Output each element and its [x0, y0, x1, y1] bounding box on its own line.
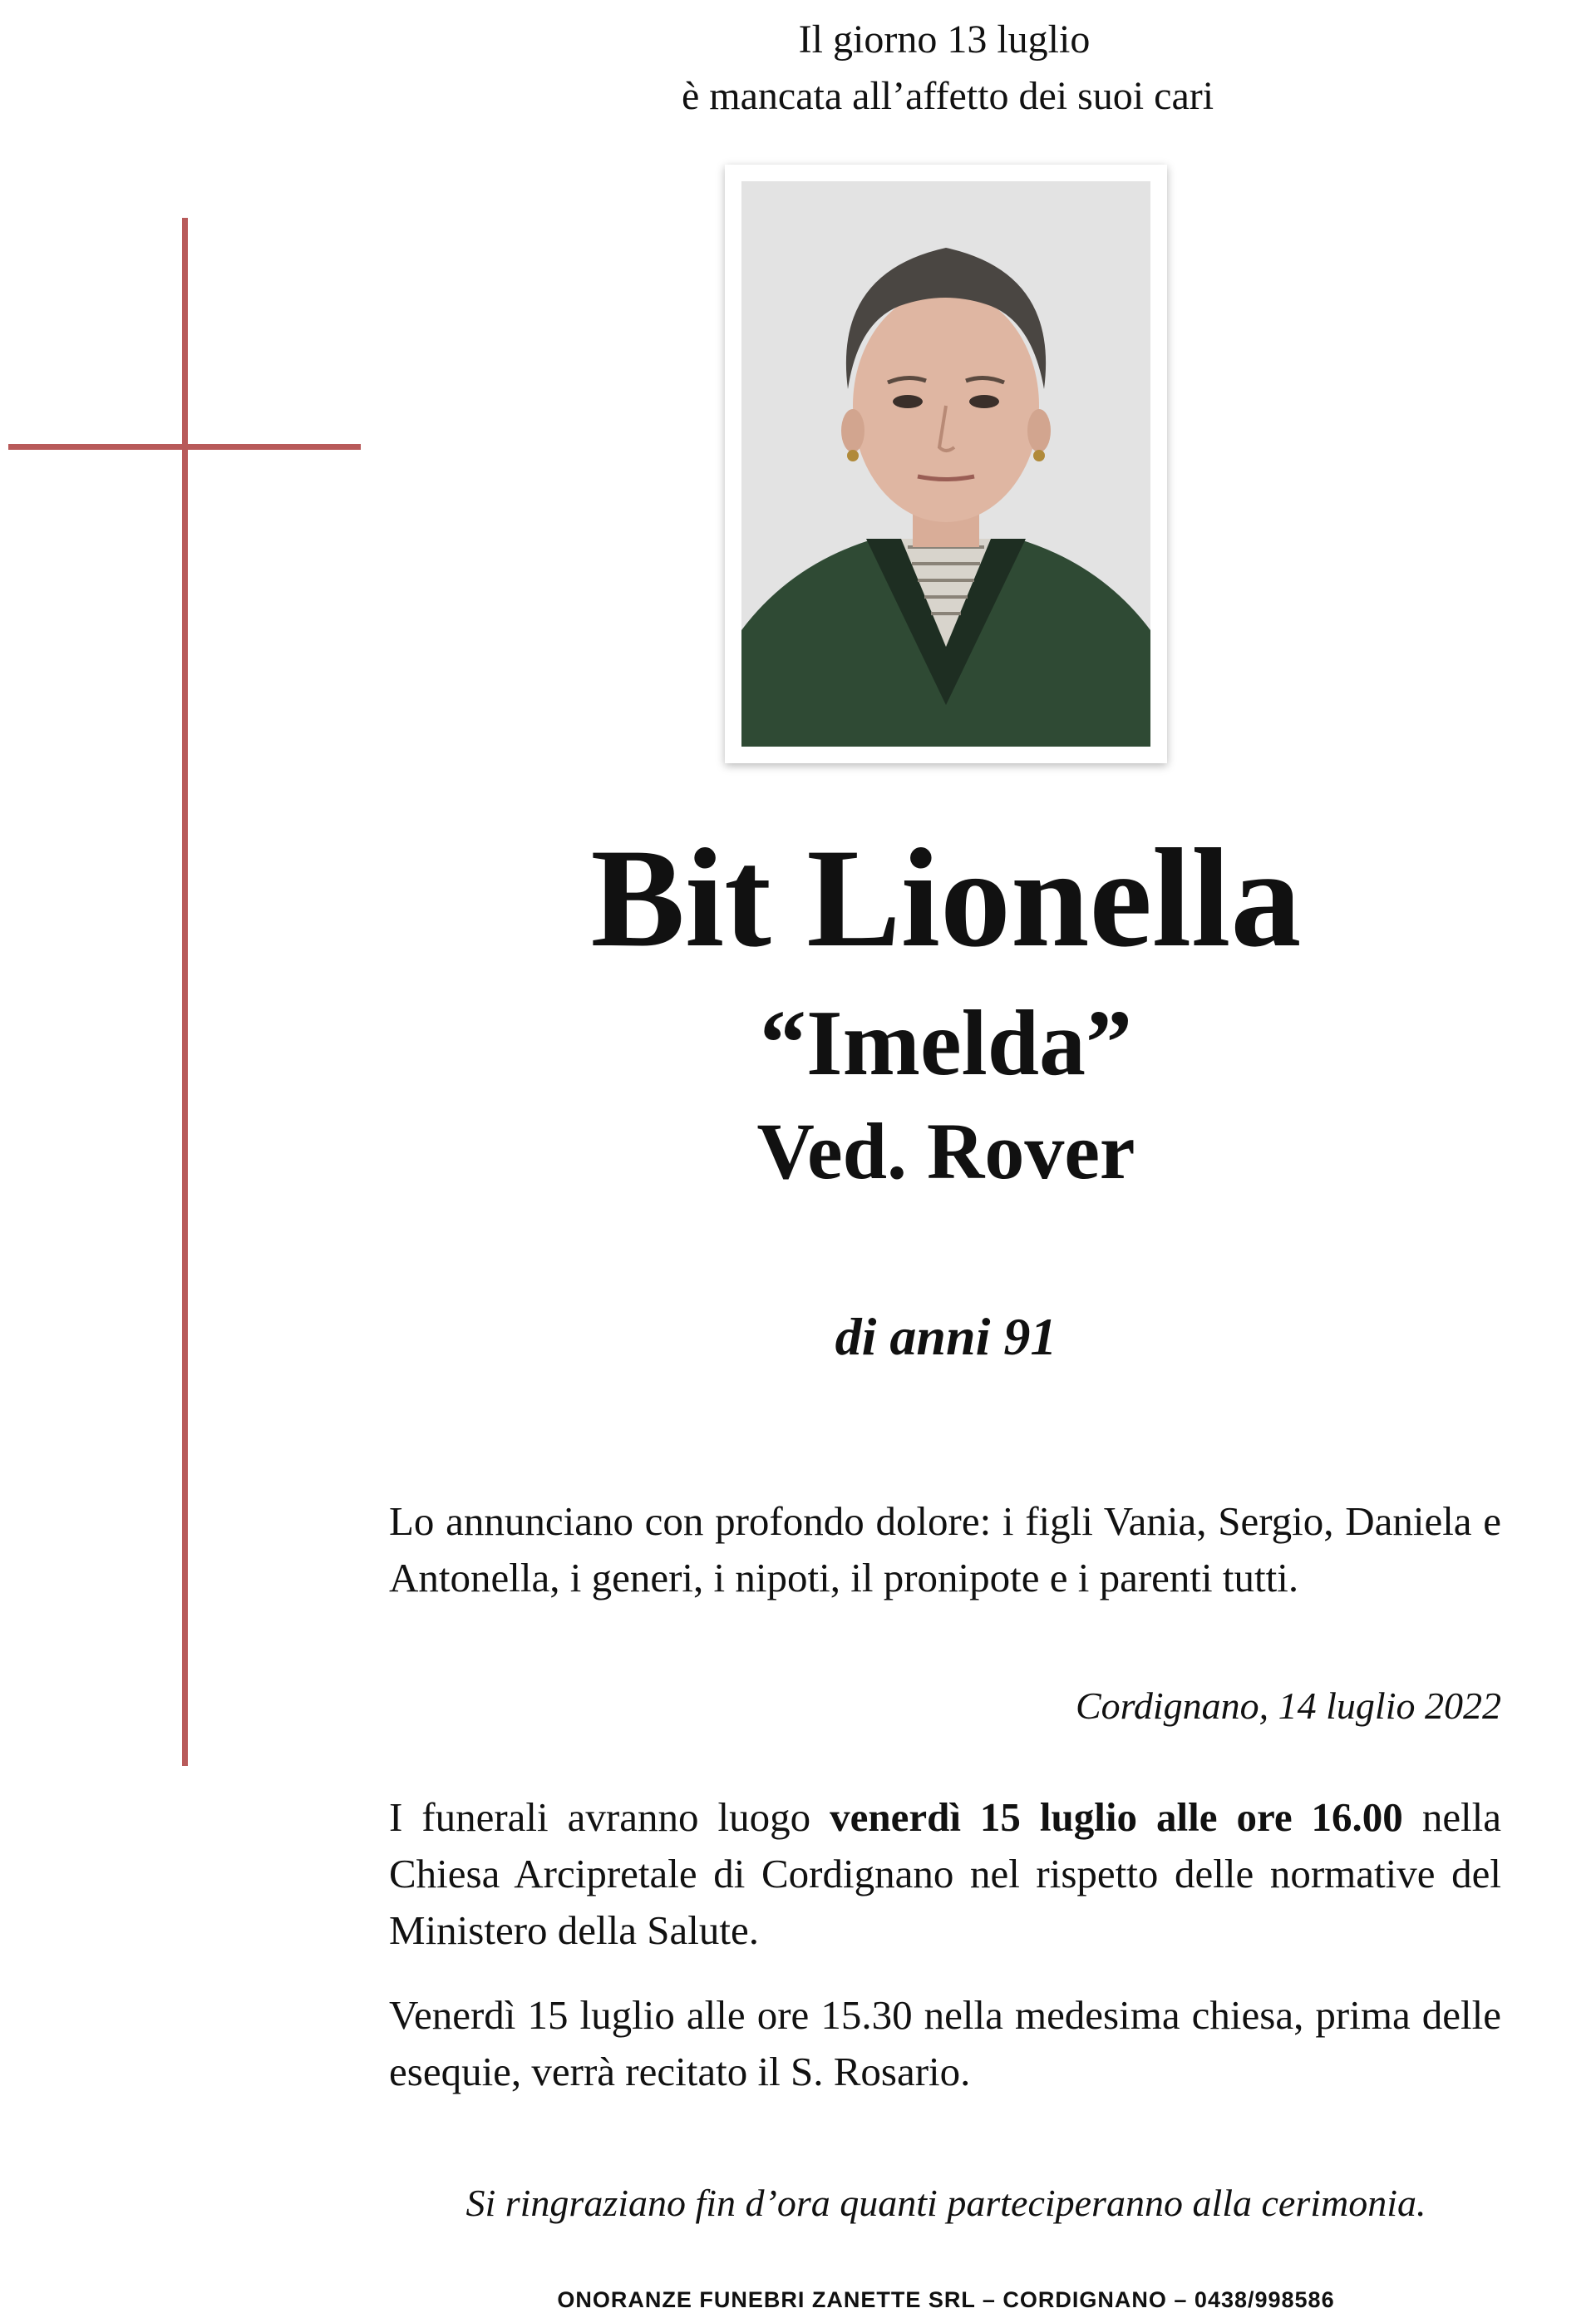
funeral-location: nella Chiesa Arcipretale di Cordignano nel rispetto delle normative del Ministero della Salute. [389, 1794, 1502, 1953]
portrait-photo [741, 181, 1150, 747]
funeral-intro: I funerali avranno luogo [389, 1794, 811, 1840]
intro-line-passing: è mancata all’affetto dei suoi cari [681, 74, 1214, 118]
portrait-frame [725, 165, 1167, 763]
funeral-paragraph [389, 1789, 1501, 1959]
place-date: Cordignano, 14 luglio 2022 [1076, 1684, 1501, 1727]
cross-horizontal-bar [8, 444, 361, 450]
deceased-name: Bit Lionella [590, 820, 1302, 976]
portrait-illustration [741, 181, 1150, 747]
announcement-text: Lo annunciano con profondo dolore: i figli Vania, Sergio, Daniela e Antonella, i generi, i nipoti, il pronipote e i parenti tutti. [389, 1498, 1501, 1600]
funeral-datetime: venerdì 15 luglio alle ore 16.00 [830, 1794, 1403, 1840]
thanks-line: Si ringraziano fin d’ora quanti parteciperanno alla cerimonia. [466, 2182, 1426, 2224]
rosary-paragraph: Venerdì 15 luglio alle ore 15.30 nella medesima chiesa, prima delle esequie, verrà recitato il S. Rosario. [389, 1992, 1501, 2094]
deceased-nickname: “Imelda” [760, 992, 1132, 1095]
deceased-age: di anni 91 [835, 1307, 1057, 1366]
deceased-widow-status: Ved. Rover [756, 1107, 1135, 1196]
intro-line-date: Il giorno 13 luglio [798, 17, 1091, 62]
funeral-home-footer: ONORANZE FUNEBRI ZANETTE SRL – CORDIGNANO – 0438/998586 [557, 2287, 1335, 2312]
